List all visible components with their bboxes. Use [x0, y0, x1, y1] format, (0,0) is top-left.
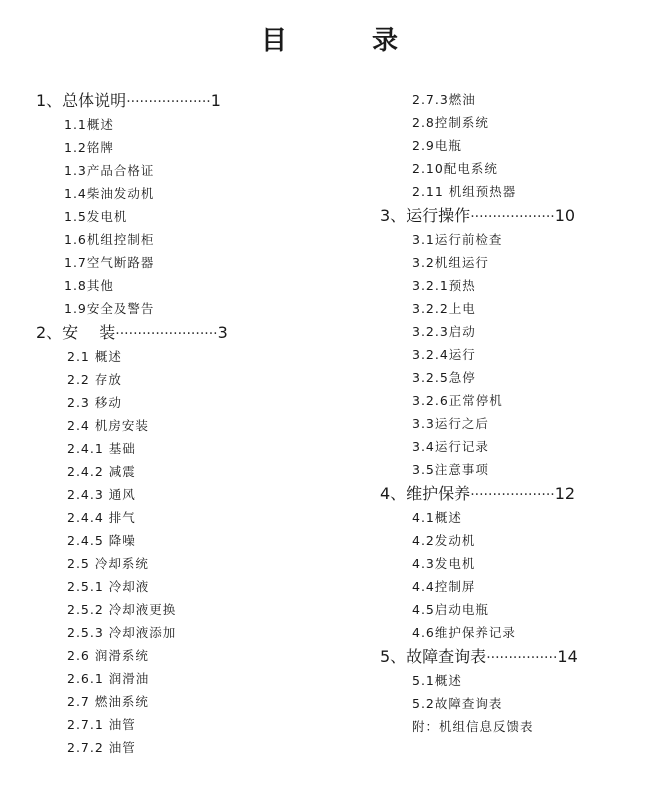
toc-leader-dots: ··················· — [470, 209, 555, 225]
toc-leader-dots: ··················· — [470, 487, 555, 503]
toc-subsection-label: 2.4.5 降噪 — [67, 533, 136, 548]
toc-subsection-label: 2.3 移动 — [67, 395, 122, 410]
toc-subsection-entry[interactable] — [380, 297, 650, 320]
toc-subsection-label: 1.5发电机 — [64, 209, 128, 224]
toc-leader-dots: ··················· — [126, 94, 211, 110]
toc-subsection-label: 4.3发电机 — [412, 556, 476, 571]
toc-subsection-label: 2.4.4 排气 — [67, 510, 136, 525]
toc-subsection-entry[interactable] — [380, 274, 650, 297]
toc-subsection-entry[interactable] — [36, 736, 326, 759]
toc-subsection-entry[interactable] — [380, 621, 650, 644]
toc-subsection-label: 2.5.3 冷却液添加 — [67, 625, 177, 640]
toc-subsection-entry[interactable] — [380, 366, 650, 389]
toc-subsection-label: 3.2.1预热 — [412, 278, 476, 293]
toc-subsection-entry[interactable] — [36, 483, 326, 506]
toc-section-entry[interactable] — [380, 203, 650, 228]
toc-subsection-entry[interactable] — [36, 690, 326, 713]
toc-page-number: 12 — [554, 484, 576, 503]
toc-subsection-label: 附：机组信息反馈表 — [412, 719, 534, 734]
toc-subsection-entry[interactable] — [380, 598, 650, 621]
toc-subsection-label: 3.2.5急停 — [412, 370, 476, 385]
toc-subsection-label: 3.4运行记录 — [412, 439, 489, 454]
toc-subsection-entry[interactable] — [36, 598, 326, 621]
toc-subsection-entry[interactable] — [36, 159, 326, 182]
toc-subsection-label: 2.6.1 润滑油 — [67, 671, 150, 686]
page-title: 目 录 — [260, 26, 437, 56]
toc-subsection-label: 4.5启动电瓶 — [412, 602, 489, 617]
toc-subsection-entry[interactable] — [380, 157, 650, 180]
toc-subsection-entry[interactable] — [380, 692, 650, 715]
toc-subsection-label: 3.2.4运行 — [412, 347, 476, 362]
toc-subsection-label: 4.2发动机 — [412, 533, 476, 548]
toc-section-entry[interactable] — [36, 320, 326, 345]
toc-subsection-label: 1.6机组控制柜 — [64, 232, 155, 247]
toc-subsection-label: 2.6 润滑系统 — [67, 648, 149, 663]
toc-subsection-entry[interactable] — [380, 320, 650, 343]
toc-subsection-entry[interactable] — [36, 345, 326, 368]
toc-section-label: 1、总体说明 — [36, 91, 127, 110]
toc-subsection-label: 2.7.2 油管 — [67, 740, 136, 755]
toc-subsection-entry[interactable] — [380, 575, 650, 598]
toc-subsection-entry[interactable] — [380, 435, 650, 458]
toc-subsection-label: 2.10配电系统 — [412, 161, 498, 176]
toc-subsection-label: 3.2机组运行 — [412, 255, 489, 270]
toc-subsection-label: 2.5.2 冷却液更换 — [67, 602, 177, 617]
toc-section-label: 5、故障查询表 — [380, 647, 487, 666]
toc-subsection-entry[interactable] — [36, 414, 326, 437]
toc-subsection-label: 2.4.2 减震 — [67, 464, 136, 479]
toc-subsection-label: 2.11 机组预热器 — [412, 184, 517, 199]
toc-subsection-entry[interactable] — [380, 529, 650, 552]
toc-subsection-entry[interactable] — [36, 506, 326, 529]
toc-subsection-entry[interactable] — [380, 552, 650, 575]
toc-subsection-label: 4.6维护保养记录 — [412, 625, 516, 640]
toc-subsection-label: 2.7.3燃油 — [412, 92, 476, 107]
toc-subsection-entry[interactable] — [36, 529, 326, 552]
toc-subsection-label: 1.2铭牌 — [64, 140, 114, 155]
toc-subsection-label: 3.2.2上电 — [412, 301, 476, 316]
toc-subsection-entry[interactable] — [36, 113, 326, 136]
toc-subsection-entry[interactable] — [380, 458, 650, 481]
toc-subsection-label: 1.8其他 — [64, 278, 114, 293]
toc-subsection-label: 3.2.3启动 — [412, 324, 476, 339]
toc-subsection-entry[interactable] — [36, 274, 326, 297]
toc-page-number: 14 — [557, 647, 578, 666]
toc-leader-dots: ················ — [486, 650, 558, 666]
toc-subsection-label: 1.7空气断路器 — [64, 255, 155, 270]
toc-subsection-entry[interactable] — [380, 506, 650, 529]
toc-subsection-label: 4.4控制屏 — [412, 579, 476, 594]
toc-subsection-entry[interactable] — [36, 391, 326, 414]
toc-subsection-entry[interactable] — [36, 713, 326, 736]
toc-subsection-label: 2.5.1 冷却液 — [67, 579, 150, 594]
toc-subsection-entry[interactable] — [36, 460, 326, 483]
toc-subsection-label: 1.1概述 — [64, 117, 114, 132]
toc-subsection-label: 2.7 燃油系统 — [67, 694, 149, 709]
toc-section-label: 4、维护保养 — [380, 484, 471, 503]
toc-subsection-label: 4.1概述 — [412, 510, 462, 525]
toc-subsection-label: 2.4 机房安装 — [67, 418, 149, 433]
toc-subsection-entry[interactable] — [380, 134, 650, 157]
toc-subsection-label: 1.3产品合格证 — [64, 163, 155, 178]
toc-subsection-label: 2.9电瓶 — [412, 138, 462, 153]
toc-subsection-entry[interactable] — [36, 667, 326, 690]
toc-section-label: 3、运行操作 — [380, 206, 471, 225]
toc-subsection-entry[interactable] — [36, 644, 326, 667]
toc-subsection-entry[interactable] — [380, 669, 650, 692]
toc-page-number: 10 — [554, 206, 576, 225]
toc-subsection-entry[interactable] — [380, 389, 650, 412]
toc-subsection-label: 3.1运行前检查 — [412, 232, 503, 247]
toc-subsection-entry[interactable] — [380, 412, 650, 435]
toc-section-entry[interactable] — [380, 481, 650, 506]
toc-subsection-label: 5.1概述 — [412, 673, 462, 688]
toc-subsection-entry[interactable] — [36, 437, 326, 460]
toc-subsection-entry[interactable] — [36, 136, 326, 159]
toc-subsection-label: 3.2.6正常停机 — [412, 393, 503, 408]
toc-subsection-entry[interactable] — [36, 297, 326, 320]
toc-subsection-label: 1.4柴油发动机 — [64, 186, 155, 201]
toc-leader-dots: ······················· — [115, 326, 218, 342]
toc-subsection-entry[interactable] — [36, 251, 326, 274]
toc-subsection-entry[interactable] — [36, 621, 326, 644]
toc-page-number: 3 — [217, 323, 228, 342]
toc-section-label: 2、安 装 — [36, 323, 116, 342]
toc-subsection-entry[interactable] — [380, 180, 650, 203]
toc-right-column — [380, 88, 650, 738]
toc-subsection-label: 3.5注意事项 — [412, 462, 489, 477]
toc-subsection-label: 5.2故障查询表 — [412, 696, 503, 711]
toc-subsection-entry[interactable] — [36, 205, 326, 228]
toc-subsection-label: 2.8控制系统 — [412, 115, 489, 130]
toc-subsection-entry[interactable] — [36, 182, 326, 205]
toc-subsection-entry[interactable] — [380, 111, 650, 134]
toc-section-entry[interactable] — [36, 88, 326, 113]
toc-left-column — [36, 88, 326, 759]
toc-subsection-entry[interactable] — [36, 575, 326, 598]
toc-subsection-label: 2.4.1 基础 — [67, 441, 136, 456]
toc-subsection-entry[interactable] — [380, 715, 650, 738]
toc-subsection-label: 2.5 冷却系统 — [67, 556, 149, 571]
toc-subsection-entry[interactable] — [380, 343, 650, 366]
toc-subsection-entry[interactable] — [36, 228, 326, 251]
toc-subsection-label: 1.9安全及警告 — [64, 301, 155, 316]
toc-subsection-entry[interactable] — [380, 228, 650, 251]
toc-subsection-label: 2.1 概述 — [67, 349, 122, 364]
toc-subsection-entry[interactable] — [380, 251, 650, 274]
toc-subsection-entry[interactable] — [380, 88, 650, 111]
toc-page-number: 1 — [210, 91, 221, 110]
toc-subsection-label: 2.2 存放 — [67, 372, 122, 387]
toc-subsection-entry[interactable] — [36, 552, 326, 575]
toc-subsection-entry[interactable] — [36, 368, 326, 391]
toc-subsection-label: 2.7.1 油管 — [67, 717, 136, 732]
toc-subsection-label: 3.3运行之后 — [412, 416, 489, 431]
toc-section-entry[interactable] — [380, 644, 650, 669]
toc-subsection-label: 2.4.3 通风 — [67, 487, 136, 502]
